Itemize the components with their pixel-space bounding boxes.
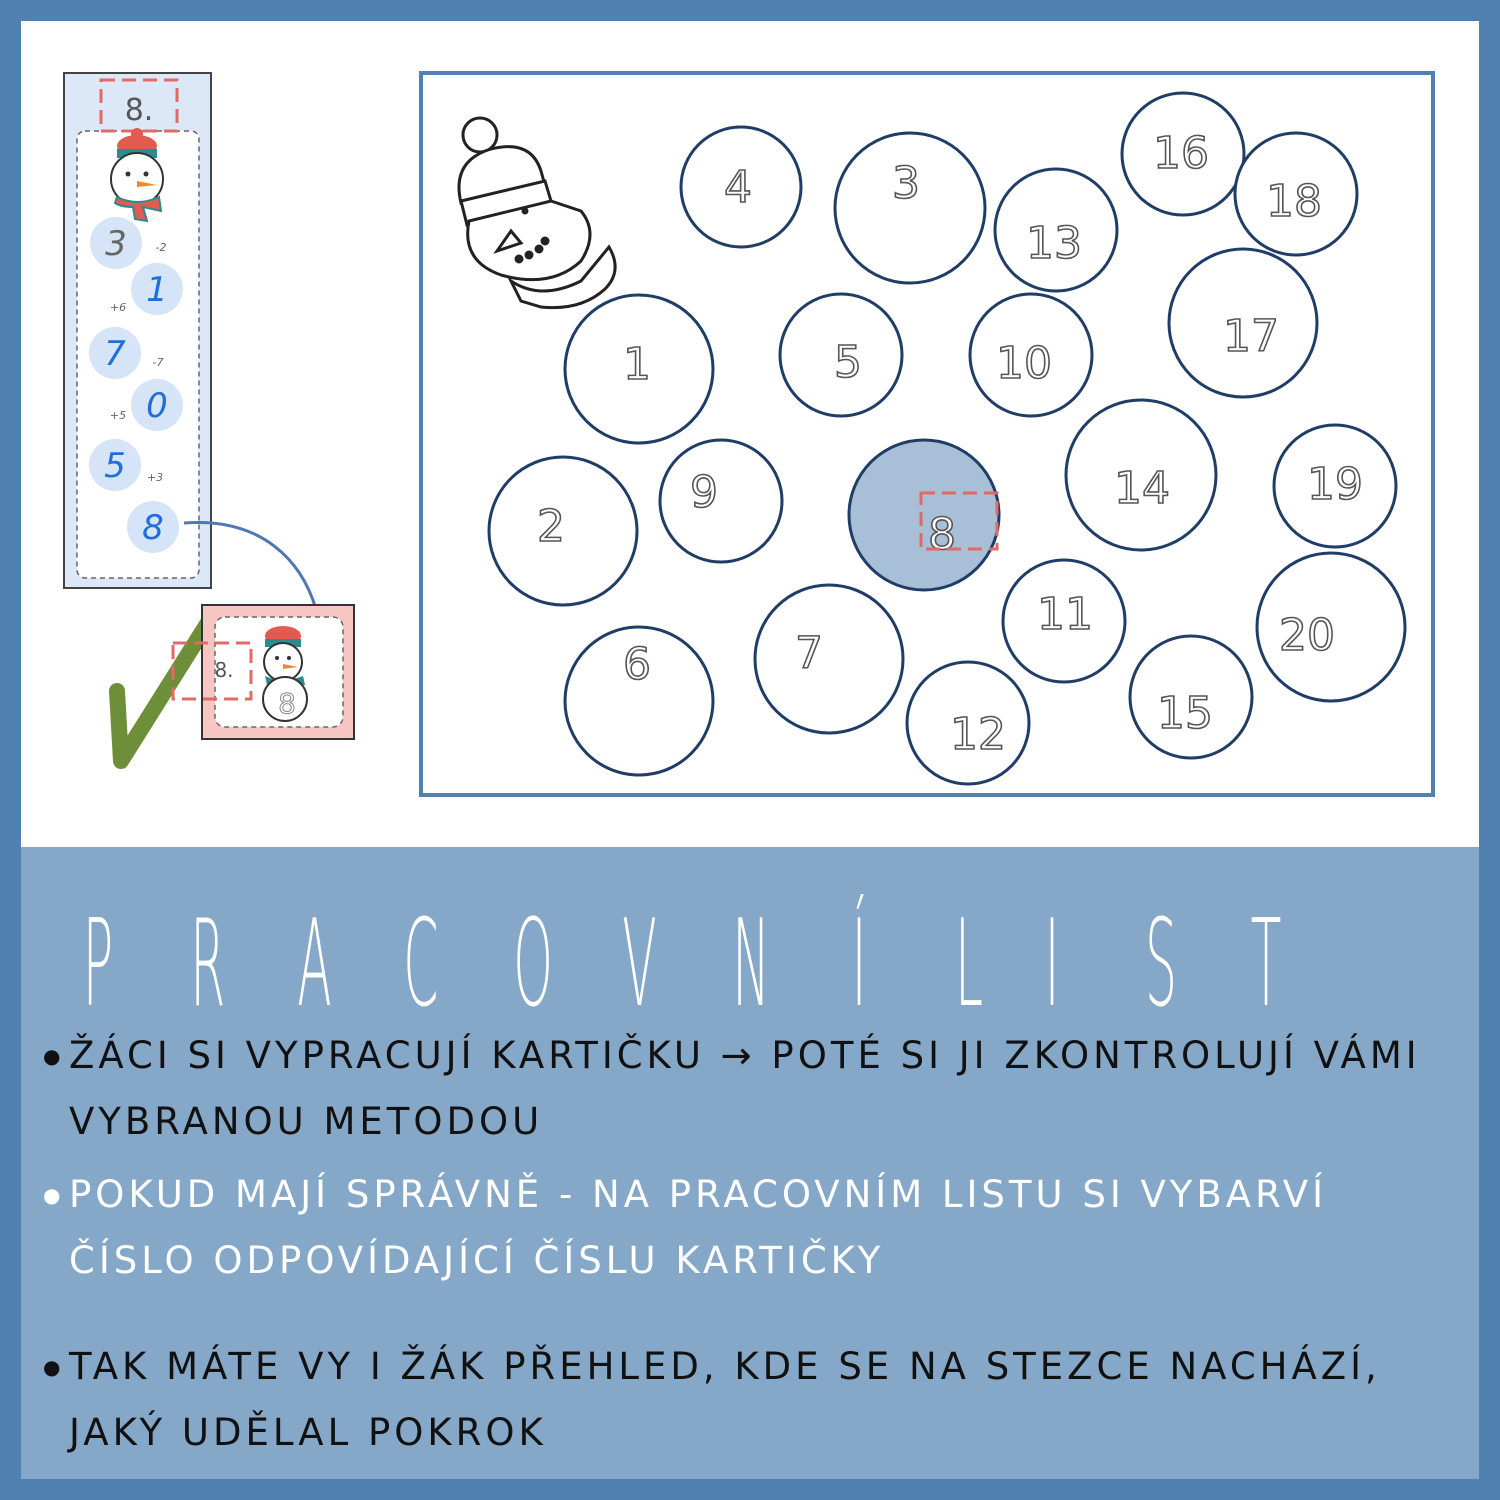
answer-card-digit: 8	[278, 687, 296, 720]
worksheet-circle-number: 6	[623, 639, 651, 690]
illustration	[21, 21, 1479, 843]
card-step-value: 0	[146, 386, 168, 426]
title-letter: L	[954, 895, 984, 1034]
worksheet-circle	[755, 585, 903, 733]
worksheet-circle-number: 17	[1223, 311, 1279, 362]
card-step-operation: -7	[152, 356, 164, 369]
worksheet-circle-number: 13	[1026, 218, 1082, 269]
worksheet-circle-number: 1	[623, 339, 651, 390]
card-number: 8.	[124, 93, 154, 128]
task-card	[64, 73, 211, 588]
bullet-item	[43, 1162, 1463, 1294]
title-letter: I	[1044, 895, 1060, 1034]
worksheet-circle-number: 14	[1114, 463, 1170, 514]
title-letter: P	[82, 895, 114, 1034]
card-step-value: 3	[105, 224, 127, 264]
title-letter: R	[190, 895, 226, 1034]
worksheet-circle-number: 5	[834, 337, 862, 388]
title-letter: T	[1250, 895, 1282, 1034]
card-step-operation: -2	[155, 241, 167, 254]
worksheet-circle-number: 7	[795, 628, 823, 679]
card-step-operation: +3	[146, 471, 164, 484]
worksheet	[421, 73, 1433, 795]
worksheet-circle	[660, 440, 782, 562]
answer-card-number: 8.	[214, 658, 234, 682]
worksheet-circle-number: 19	[1307, 459, 1363, 510]
title-letter: N	[732, 895, 770, 1034]
bullet-text: POKUD MAJÍ SPRÁVNĚ - NA PRACOVNÍM LISTU SI VYBARVÍ ČÍSLO ODPOVÍDAJÍCÍ ČÍSLU KARTIČKY	[69, 1173, 1328, 1282]
worksheet-circle-number: 15	[1157, 688, 1213, 739]
worksheet-circle-number: 11	[1037, 589, 1093, 640]
page-frame	[21, 21, 1479, 1479]
worksheet-circle-number: 20	[1279, 610, 1335, 661]
title-letter: A	[297, 895, 332, 1034]
title-letter: S	[1145, 895, 1177, 1034]
worksheet-circle-number: 3	[892, 158, 920, 209]
title-letter: O	[513, 895, 553, 1034]
worksheet-circle-number: 8	[928, 509, 956, 560]
worksheet-circle-number: 12	[950, 709, 1006, 760]
title-letter: Í	[851, 895, 867, 1034]
card-step-operation: +5	[109, 409, 127, 422]
title-letter: C	[403, 895, 439, 1034]
bullet-item	[43, 1334, 1463, 1466]
card-step-operation: +6	[109, 301, 127, 314]
worksheet-circle-number: 4	[724, 162, 752, 213]
panel-title	[21, 895, 1479, 1034]
bullet-item	[43, 1023, 1463, 1155]
worksheet-circle-number: 2	[537, 501, 565, 552]
card-step-value: 5	[104, 446, 126, 486]
card-step-value: 7	[104, 334, 126, 374]
instruction-panel	[21, 847, 1479, 1479]
bullet-dot: ●	[43, 1355, 65, 1379]
worksheet-circle-number: 9	[690, 467, 718, 518]
card-step-value: 1	[146, 270, 168, 310]
worksheet-circle-number: 16	[1153, 128, 1209, 179]
worksheet-circle-number: 10	[996, 338, 1052, 389]
worksheet-circle	[849, 440, 999, 590]
worksheet-circle-number: 18	[1266, 176, 1322, 227]
card-step-value: 8	[142, 508, 164, 548]
bullet-dot: ●	[43, 1044, 65, 1068]
bullet-dot: ●	[43, 1183, 65, 1207]
bullet-text: ŽÁCI SI VYPRACUJÍ KARTIČKU → POTÉ SI JI ZKONTROLUJÍ VÁMI VYBRANOU METODOU	[69, 1034, 1421, 1143]
bullet-text: TAK MÁTE VY I ŽÁK PŘEHLED, KDE SE NA STEZCE NACHÁZÍ, JAKÝ UDĚLAL POKROK	[69, 1345, 1381, 1454]
title-letter: V	[622, 895, 657, 1034]
